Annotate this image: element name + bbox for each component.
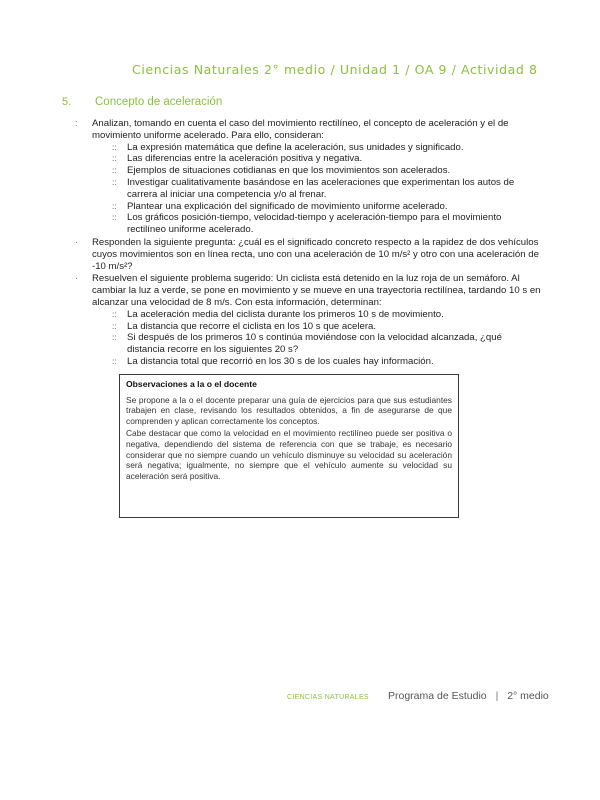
sub-item-text: La distancia que recorre el ciclista en los 10 s que acelera. (127, 320, 377, 332)
sub-bullet-marker: :: (112, 309, 117, 319)
sub-item-text: Si después de los primeros 10 s continúa moviéndose con la velocidad alcanzada, ¿qué distancia recorre en los siguientes 20 s? (127, 332, 502, 356)
bullet-marker: · (75, 273, 78, 284)
sub-list-item (112, 355, 542, 368)
sub-bullet-marker: :: (112, 213, 117, 223)
teacher-observations-box (119, 374, 459, 518)
footer-separator: | (495, 690, 499, 702)
sub-item-text: Ejemplos de situaciones cotidianas en que los movimientos son acelerados. (127, 165, 451, 177)
sub-bullet-marker: :: (112, 177, 117, 187)
sub-item-text: Las diferencias entre la aceleración positiva y negativa. (127, 153, 363, 165)
sub-bullet-marker: :: (112, 142, 117, 152)
sub-item-text: La expresión matemática que define la aceleración, sus unidades y significado. (127, 141, 464, 153)
sub-bullet-marker: :: (112, 166, 117, 176)
sub-bullet-marker: :: (112, 154, 117, 164)
sub-list (92, 142, 542, 236)
sub-item-text: Investigar cualitativamente basándose en las aceleraciones que experimentan los autos de carrera al iniciar una competencia y/o al frenar. (127, 176, 515, 200)
sub-list-item (112, 200, 542, 213)
sub-list-item (112, 212, 542, 236)
sub-bullet-marker: :: (112, 201, 117, 211)
activity-text: Resuelven el siguiente problema sugerido: Un ciclista está detenido en la luz roja de un semáforo. Al cambiar la luz a verde, se pone en movimiento y se mueve en una trayectoria rectilínea, tardando 10 s en alcanzar una velocidad de 8 m/s. Con esta información, determinan: (92, 273, 541, 308)
sub-list-item (112, 141, 542, 154)
sub-list-item (112, 320, 542, 333)
observations-title: Observaciones a la o el docente (126, 379, 257, 389)
observation-paragraph: Cabe destacar que como la velocidad en el movimiento rectilíneo puede ser positiva o negativa, dependiendo del sistema de referencia con que se trabaje, es necesario considerar que no siempre cuando un vehículo disminuye su velocidad su aceleración será negativa; igualmente, no siempre que el vehículo aumente su velocidad su aceleración será positiva. (126, 428, 452, 481)
sub-item-text: La aceleración media del ciclista durante los primeros 10 s de movimiento. (127, 308, 444, 320)
sub-bullet-marker: :: (112, 356, 117, 366)
sub-bullet-marker: :: (112, 333, 117, 343)
sub-list-item (112, 165, 542, 177)
footer-program: Programa de Estudio (388, 690, 487, 702)
sub-bullet-marker: :: (112, 321, 117, 331)
activity-text: Responden la siguiente pregunta: ¿cuál es el significado concreto respecto a la rapidez de dos vehículos cuyos movimientos son en línea recta, uno con una aceleración de 10 m/s² y otro con una aceleración de -10 m/s²? (92, 236, 539, 272)
sub-list-item (112, 176, 542, 201)
sub-list-item (112, 308, 542, 321)
footer-program-info (388, 690, 549, 702)
activity-item (75, 118, 542, 236)
section-title: Concepto de aceleración (95, 96, 223, 108)
sub-item-text: Los gráficos posición-tiempo, velocidad-tiempo y aceleración-tiempo para el movimiento rectilíneo uniforme acelerado. (127, 212, 502, 236)
sub-list-item (112, 153, 542, 165)
activity-text: Analizan, tomando en cuenta el caso del movimiento rectilíneo, el concepto de aceleración y el de movimiento uniforme acelerado. Para ello, consideran: (92, 118, 509, 141)
bullet-marker: · (75, 236, 78, 247)
sub-item-text: La distancia total que recorrió en los 30 s de los cuales hay información. (127, 355, 434, 367)
footer-grade: 2° medio (507, 690, 549, 702)
footer-subject: CIENCIAS NATURALES (287, 694, 369, 701)
section-number: 5. (62, 96, 72, 108)
page-header-title: Ciencias Naturales 2° medio / Unidad 1 / OA 9 / Actividad 8 (132, 62, 538, 77)
activity-item (75, 236, 542, 272)
sub-item-text: Plantear una explicación del significado de movimiento uniforme acelerado. (127, 200, 448, 212)
activity-item (75, 273, 542, 367)
bullet-marker: : (75, 118, 78, 128)
sub-list (92, 309, 542, 368)
observation-paragraph: Se propone a la o el docente preparar una guía de ejercicios para que sus estudiantes trabajen en clase, revisando los resultados obtenidos, a fin de asegurarse de que comprenden y aplican correctamente los conceptos. (126, 394, 452, 426)
sub-list-item (112, 332, 542, 356)
activities-list (75, 118, 542, 369)
